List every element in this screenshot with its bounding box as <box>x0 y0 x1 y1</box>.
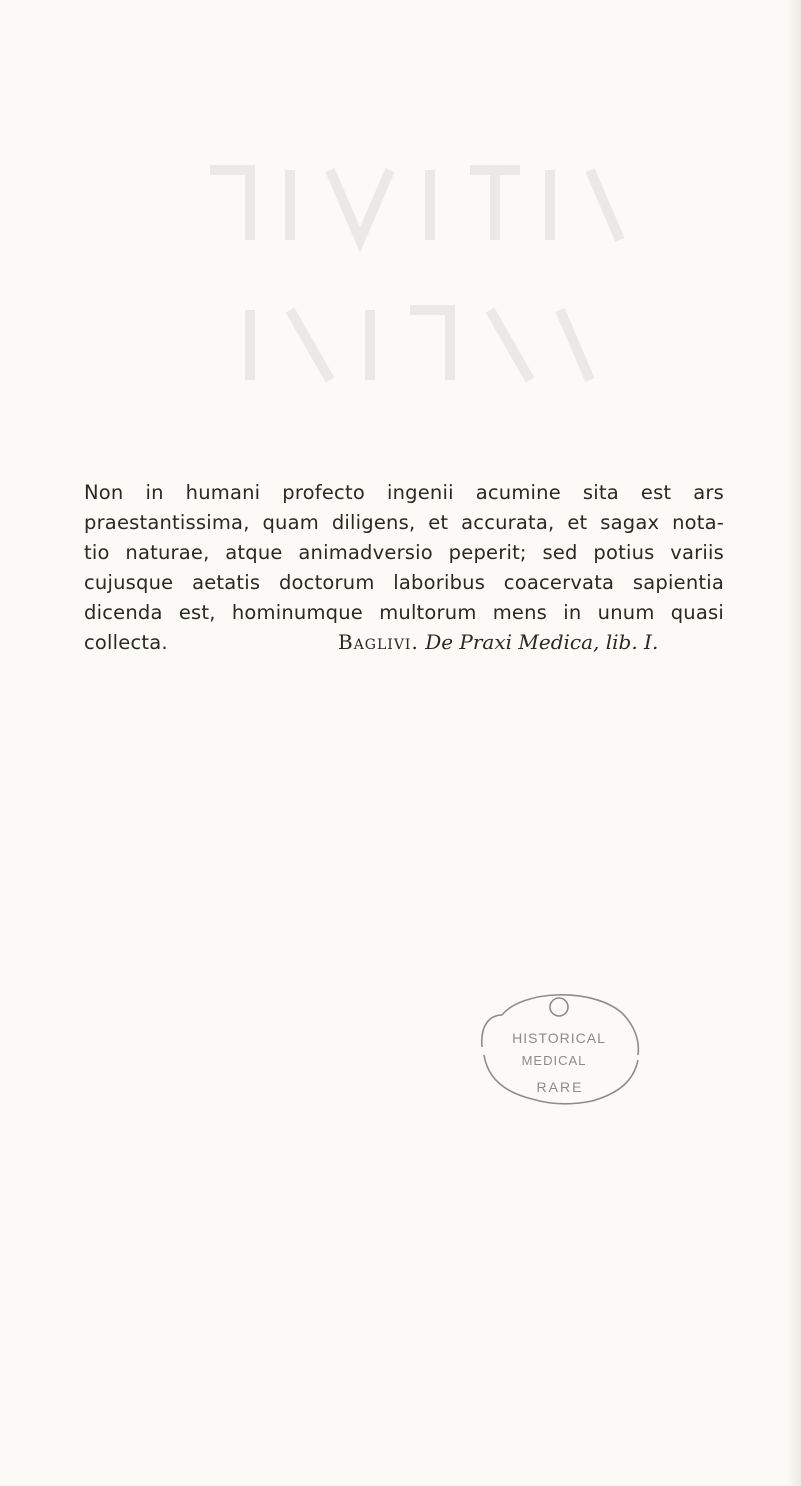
epigraph-line: tio naturae, atque animadversio peperit; sed potius variis <box>84 541 724 564</box>
paper-edge-shadow <box>787 0 801 1486</box>
epigraph-line: cujusque aetatis doctorum laboribus coacervata sapientia <box>84 571 724 594</box>
show-through-letters <box>190 130 630 420</box>
epigraph-line: collecta. <box>84 631 168 654</box>
library-stamp <box>462 985 656 1111</box>
epigraph-line: dicenda est, hominumque multorum mens in unum quasi <box>84 601 724 624</box>
epigraph-line: praestantissima, quam diligens, et accurata, et sagax nota- <box>84 511 724 534</box>
attribution-work: De Praxi Medica, lib. I. <box>425 630 659 654</box>
stamp-line-2: MEDICAL <box>521 1053 587 1068</box>
stamp-line-1: HISTORICAL <box>512 1030 606 1046</box>
epigraph-line: Non in humani profecto ingenii acumine sita est ars <box>84 481 724 504</box>
stamp-icon <box>462 985 656 1111</box>
stamp-line-3: RARE <box>536 1079 584 1095</box>
quote-attribution <box>338 630 658 654</box>
attribution-author: Baglivi. <box>338 630 419 654</box>
